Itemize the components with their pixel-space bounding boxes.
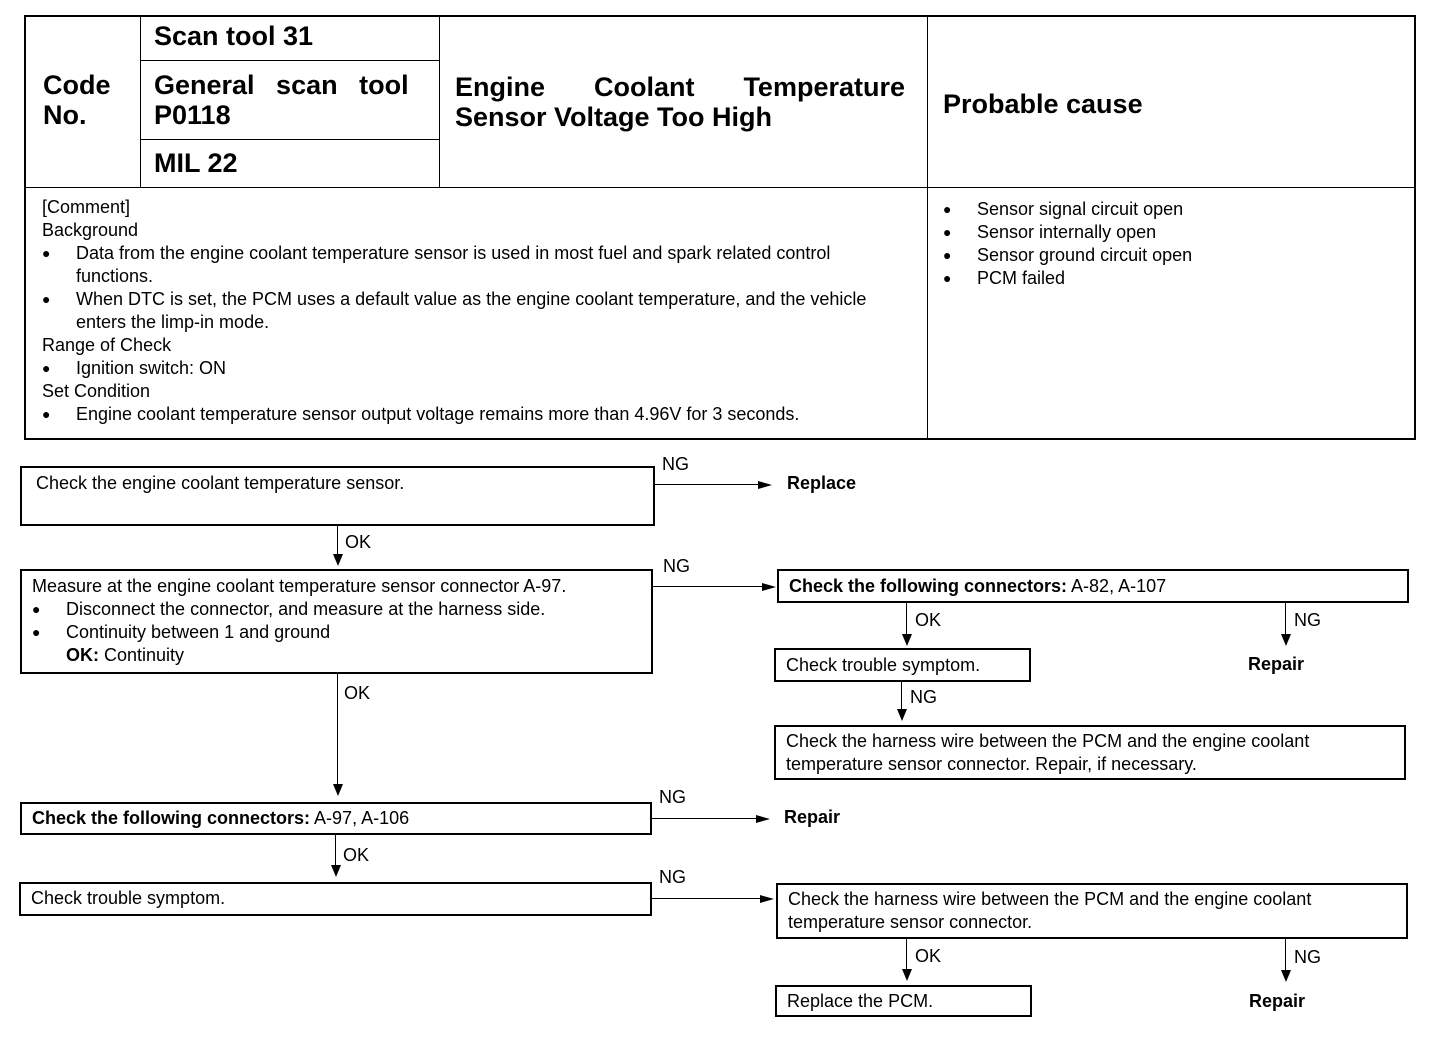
arrow-right-icon — [760, 895, 774, 903]
step-check-trouble-1: Check trouble symptom. — [774, 648, 1031, 682]
ok-label: OK — [344, 683, 371, 703]
arrow-down-icon — [333, 554, 343, 566]
set-condition-label: Set Condition — [42, 381, 151, 401]
cause-item: ● Sensor ground circuit open — [943, 244, 1403, 267]
mil-code: MIL 22 — [154, 148, 238, 178]
general-scan-tool-code: General scan tool P0118 — [154, 70, 409, 130]
connector-ids: A-82, A-107 — [1071, 576, 1167, 596]
connector-ids: A-97, A-106 — [314, 808, 410, 828]
connectors-label: Check the following connectors: — [32, 808, 311, 828]
step-check-connectors-a97 — [20, 802, 652, 835]
ok-label: OK — [915, 610, 942, 630]
step-measure-item: ● Continuity between 1 and ground — [32, 621, 641, 644]
set-condition-item: ● Engine coolant temperature sensor output voltage remains more than 4.96V for 3 seconds. — [42, 403, 910, 426]
arrow-down-icon — [1281, 970, 1291, 982]
comment-section — [42, 196, 910, 426]
step-measure-item: ● Disconnect the connector, and measure at the harness side. — [32, 598, 641, 621]
step-check-connectors-a82 — [777, 569, 1409, 603]
background-item: ● Data from the engine coolant temperature sensor is used in most fuel and spark related control functions. — [42, 242, 910, 288]
ng-label: NG — [659, 787, 686, 807]
ng-label: NG — [910, 687, 937, 707]
arrow-down-icon — [1281, 634, 1291, 646]
scan-tool-code: Scan tool 31 — [154, 21, 314, 51]
ng-label: NG — [1294, 947, 1321, 967]
arrow-down-icon — [331, 865, 341, 877]
cause-item: ● Sensor internally open — [943, 221, 1403, 244]
step-check-sensor: Check the engine coolant temperature sensor. — [20, 466, 655, 526]
arrow-down-icon — [902, 969, 912, 981]
probable-cause-label: Probable cause — [943, 89, 1143, 119]
background-item: ● When DTC is set, the PCM uses a default value as the engine coolant temperature, and the vehicle enters the limp-in mode. — [42, 288, 910, 334]
arrow-right-icon — [756, 815, 770, 823]
ng-label: NG — [662, 454, 689, 474]
arrow-down-icon — [902, 634, 912, 646]
cause-item: ● Sensor signal circuit open — [943, 198, 1403, 221]
step-check-trouble-2: Check trouble symptom. — [19, 882, 652, 916]
connectors-label: Check the following connectors: — [789, 576, 1068, 596]
background-label: Background — [42, 220, 139, 240]
step-measure-connector — [20, 569, 653, 674]
arrow-right-icon — [758, 481, 772, 489]
arrow-down-icon — [897, 709, 907, 721]
step-measure-title: Measure at the engine coolant temperature sensor connector A-97. — [32, 576, 567, 596]
ok-label: OK — [915, 946, 942, 966]
dtc-title: Engine Coolant Temperature Sensor Voltage Too High — [455, 72, 905, 132]
step-harness-check: Check the harness wire between the PCM and the engine coolant temperature sensor connector. — [776, 883, 1408, 939]
ng-label: NG — [659, 867, 686, 887]
ok-label: OK: — [66, 645, 99, 665]
replace-result: Replace — [787, 473, 857, 493]
repair-result: Repair — [784, 807, 841, 827]
ok-label: OK — [343, 845, 370, 865]
arrow-right-icon — [762, 583, 776, 591]
step-harness-repair: Check the harness wire between the PCM and the engine coolant temperature sensor connector. Repair, if necessary. — [774, 725, 1406, 780]
causes-list — [943, 198, 1403, 290]
range-item: ● Ignition switch: ON — [42, 357, 910, 380]
range-label: Range of Check — [42, 335, 172, 355]
code-no-label: Code No. — [43, 70, 111, 130]
step-replace-pcm: Replace the PCM. — [775, 985, 1032, 1017]
comment-label: [Comment] — [42, 197, 131, 217]
repair-result: Repair — [1248, 654, 1305, 674]
ng-label: NG — [1294, 610, 1321, 630]
cause-item: ● PCM failed — [943, 267, 1403, 290]
ok-label: OK — [345, 532, 372, 552]
ok-value: Continuity — [104, 645, 185, 665]
arrow-down-icon — [333, 784, 343, 796]
ng-label: NG — [663, 556, 690, 576]
repair-result: Repair — [1249, 991, 1306, 1011]
